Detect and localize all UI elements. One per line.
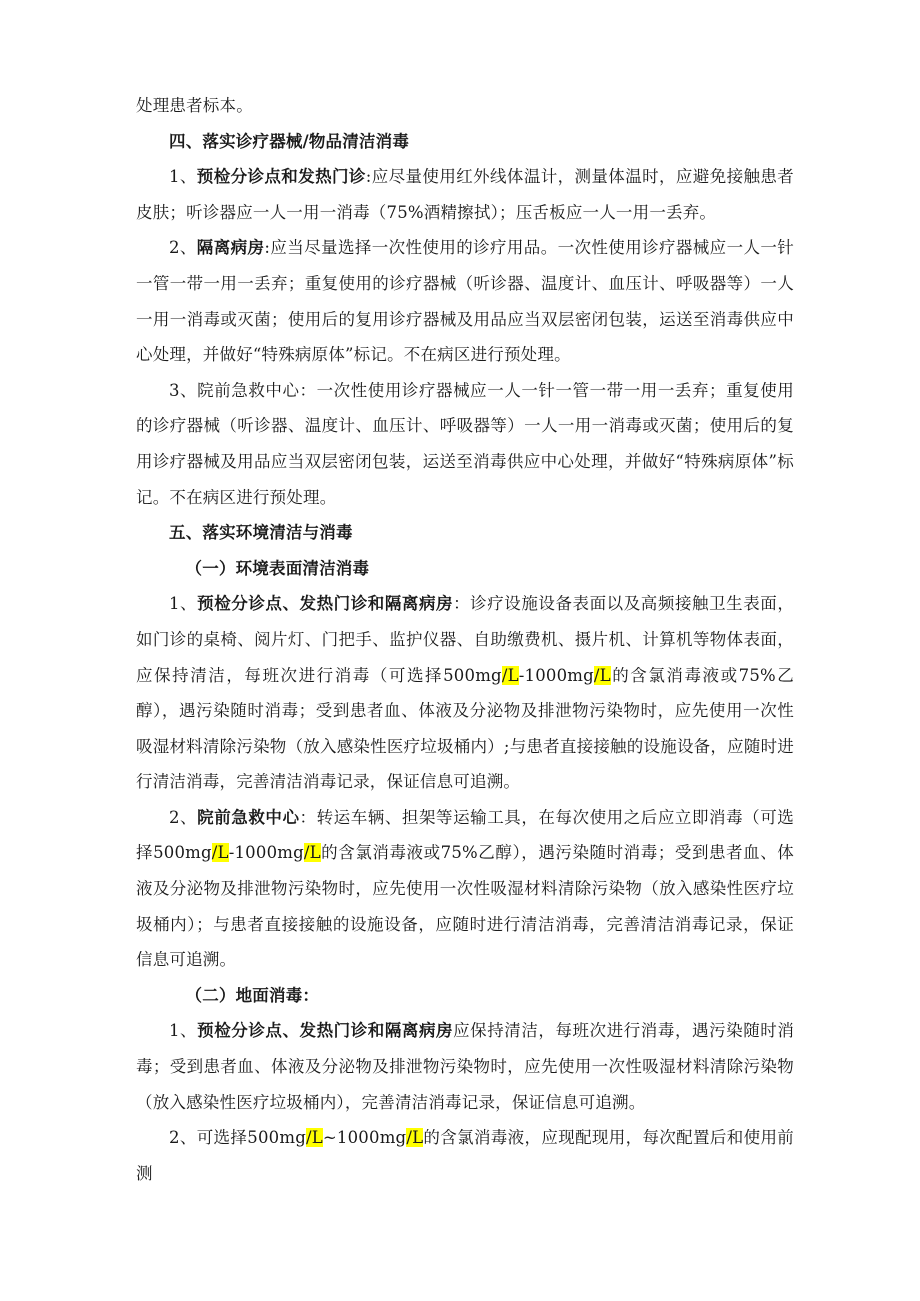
- highlighted-unit: /L: [211, 843, 229, 863]
- heading-text: 五、落实环境清洁与消毒: [169, 523, 353, 543]
- heading-text: 四、落实诊疗器械/物品清洁消毒: [169, 131, 410, 151]
- subsection-heading-1: [136, 551, 794, 587]
- heading-text: （一）环境表面清洁消毒: [185, 558, 370, 578]
- bold-term: 预检分诊点和发热门诊: [196, 167, 366, 187]
- section-heading-5: [136, 515, 794, 551]
- text: 的含氯消毒液或75%乙醇），遇污染随时消毒；受到患者血、体液及分泌物及排泄物污染物时，应先使用一次性吸湿材料清除污染物（放入感染性医疗垃圾桶内）;与患者直接接触的设施设备，应随时进行清洁消毒，完善清洁消毒记录，保证信息可追溯。: [136, 665, 795, 792]
- text: -1000mg: [518, 665, 594, 685]
- highlighted-unit: /L: [305, 1128, 323, 1148]
- item-number: 1、: [169, 594, 198, 614]
- item-number: 2、: [169, 807, 198, 827]
- highlighted-unit: /L: [501, 665, 519, 685]
- text: -1000mg: [228, 843, 304, 863]
- text: 应保持清洁，每班次进行消毒，遇污染随时消毒；受到患者血、体液及分泌物及排泄物污染物时，应先使用一次性吸湿材料清除污染物（放入感染性医疗垃圾桶内），完善清洁消毒记录，保证信息可追溯。: [136, 1021, 795, 1112]
- text: :应当尽量选择一次性使用的诊疗用品。一次性使用诊疗器械应一人一针一管一带一用一丢弃；重复使用的诊疗器械（听诊器、温度计、血压计、呼吸器等）一人一用一消毒或灭菌；使用后的复用诊疗器械及用品应当双层密闭包装，运送至消毒供应中心处理，并做好“特殊病原体”标记。不在病区进行预处理。: [136, 238, 794, 365]
- paragraph-1: [136, 159, 794, 230]
- bold-term: 预检分诊点、发热门诊和隔离病房: [197, 1021, 454, 1041]
- text: ：转运车辆、担架等运输工具，在每次使用之后应立即消毒（可选择500mg: [136, 807, 794, 863]
- paragraph-7: [136, 1120, 794, 1191]
- highlighted-unit: /L: [406, 1128, 424, 1148]
- paragraph-4: [136, 586, 794, 800]
- paragraph-6: [136, 1013, 794, 1120]
- subsection-heading-2: [136, 978, 794, 1014]
- text: 的含氯消毒液，应现配现用，每次配置后和使用前测: [136, 1128, 794, 1183]
- highlighted-unit: /L: [303, 843, 321, 863]
- bold-term: 预检分诊点、发热门诊和隔离病房: [197, 594, 454, 614]
- item-number: 2、: [169, 238, 197, 258]
- text: ：诊疗设施设备表面以及高频接触卫生表面，如门诊的桌椅、阅片灯、门把手、监护仪器、自助缴费机、摄片机、计算机等物体表面，应保持清洁，每班次进行消毒（可选择500mg: [136, 594, 795, 685]
- paragraph-2: [136, 230, 794, 372]
- highlighted-unit: /L: [593, 665, 611, 685]
- item-number: 1、: [169, 167, 197, 187]
- paragraph-continuation: [136, 88, 794, 124]
- paragraph-3: [136, 373, 794, 515]
- text: ~1000mg: [322, 1128, 407, 1148]
- section-heading-4: [136, 124, 794, 160]
- text: :应尽量使用红外线体温计，测量体温时，应避免接触患者皮肤；听诊器应一人一用一消毒（75%酒精擦拭）；压舌板应一人一用一丢弃。: [136, 167, 794, 222]
- heading-text: （二）地面消毒：: [185, 985, 320, 1005]
- item-number: 1、: [169, 1021, 198, 1041]
- document-page: [136, 88, 794, 1191]
- bold-term: 院前急救中心: [197, 807, 300, 827]
- text: 2、可选择500mg: [169, 1128, 306, 1148]
- text: 的含氯消毒液或75%乙醇），遇污染随时消毒；受到患者血、体液及分泌物及排泄物污染物时，应先使用一次性吸湿材料清除污染物（放入感染性医疗垃圾桶内）；与患者直接接触的设施设备，应随时进行清洁消毒，完善清洁消毒记录，保证信息可追溯。: [136, 843, 794, 970]
- text: 处理患者标本。: [136, 96, 253, 115]
- bold-term: 隔离病房: [196, 238, 265, 258]
- text: 3、院前急救中心：一次性使用诊疗器械应一人一针一管一带一用一丢弃；重复使用的诊疗器械（听诊器、温度计、血压计、呼吸器等）一人一用一消毒或灭菌；使用后的复用诊疗器械及用品应当双层密闭包装，运送至消毒供应中心处理，并做好“特殊病原体”标记。不在病区进行预处理。: [136, 380, 794, 507]
- paragraph-5: [136, 800, 794, 978]
